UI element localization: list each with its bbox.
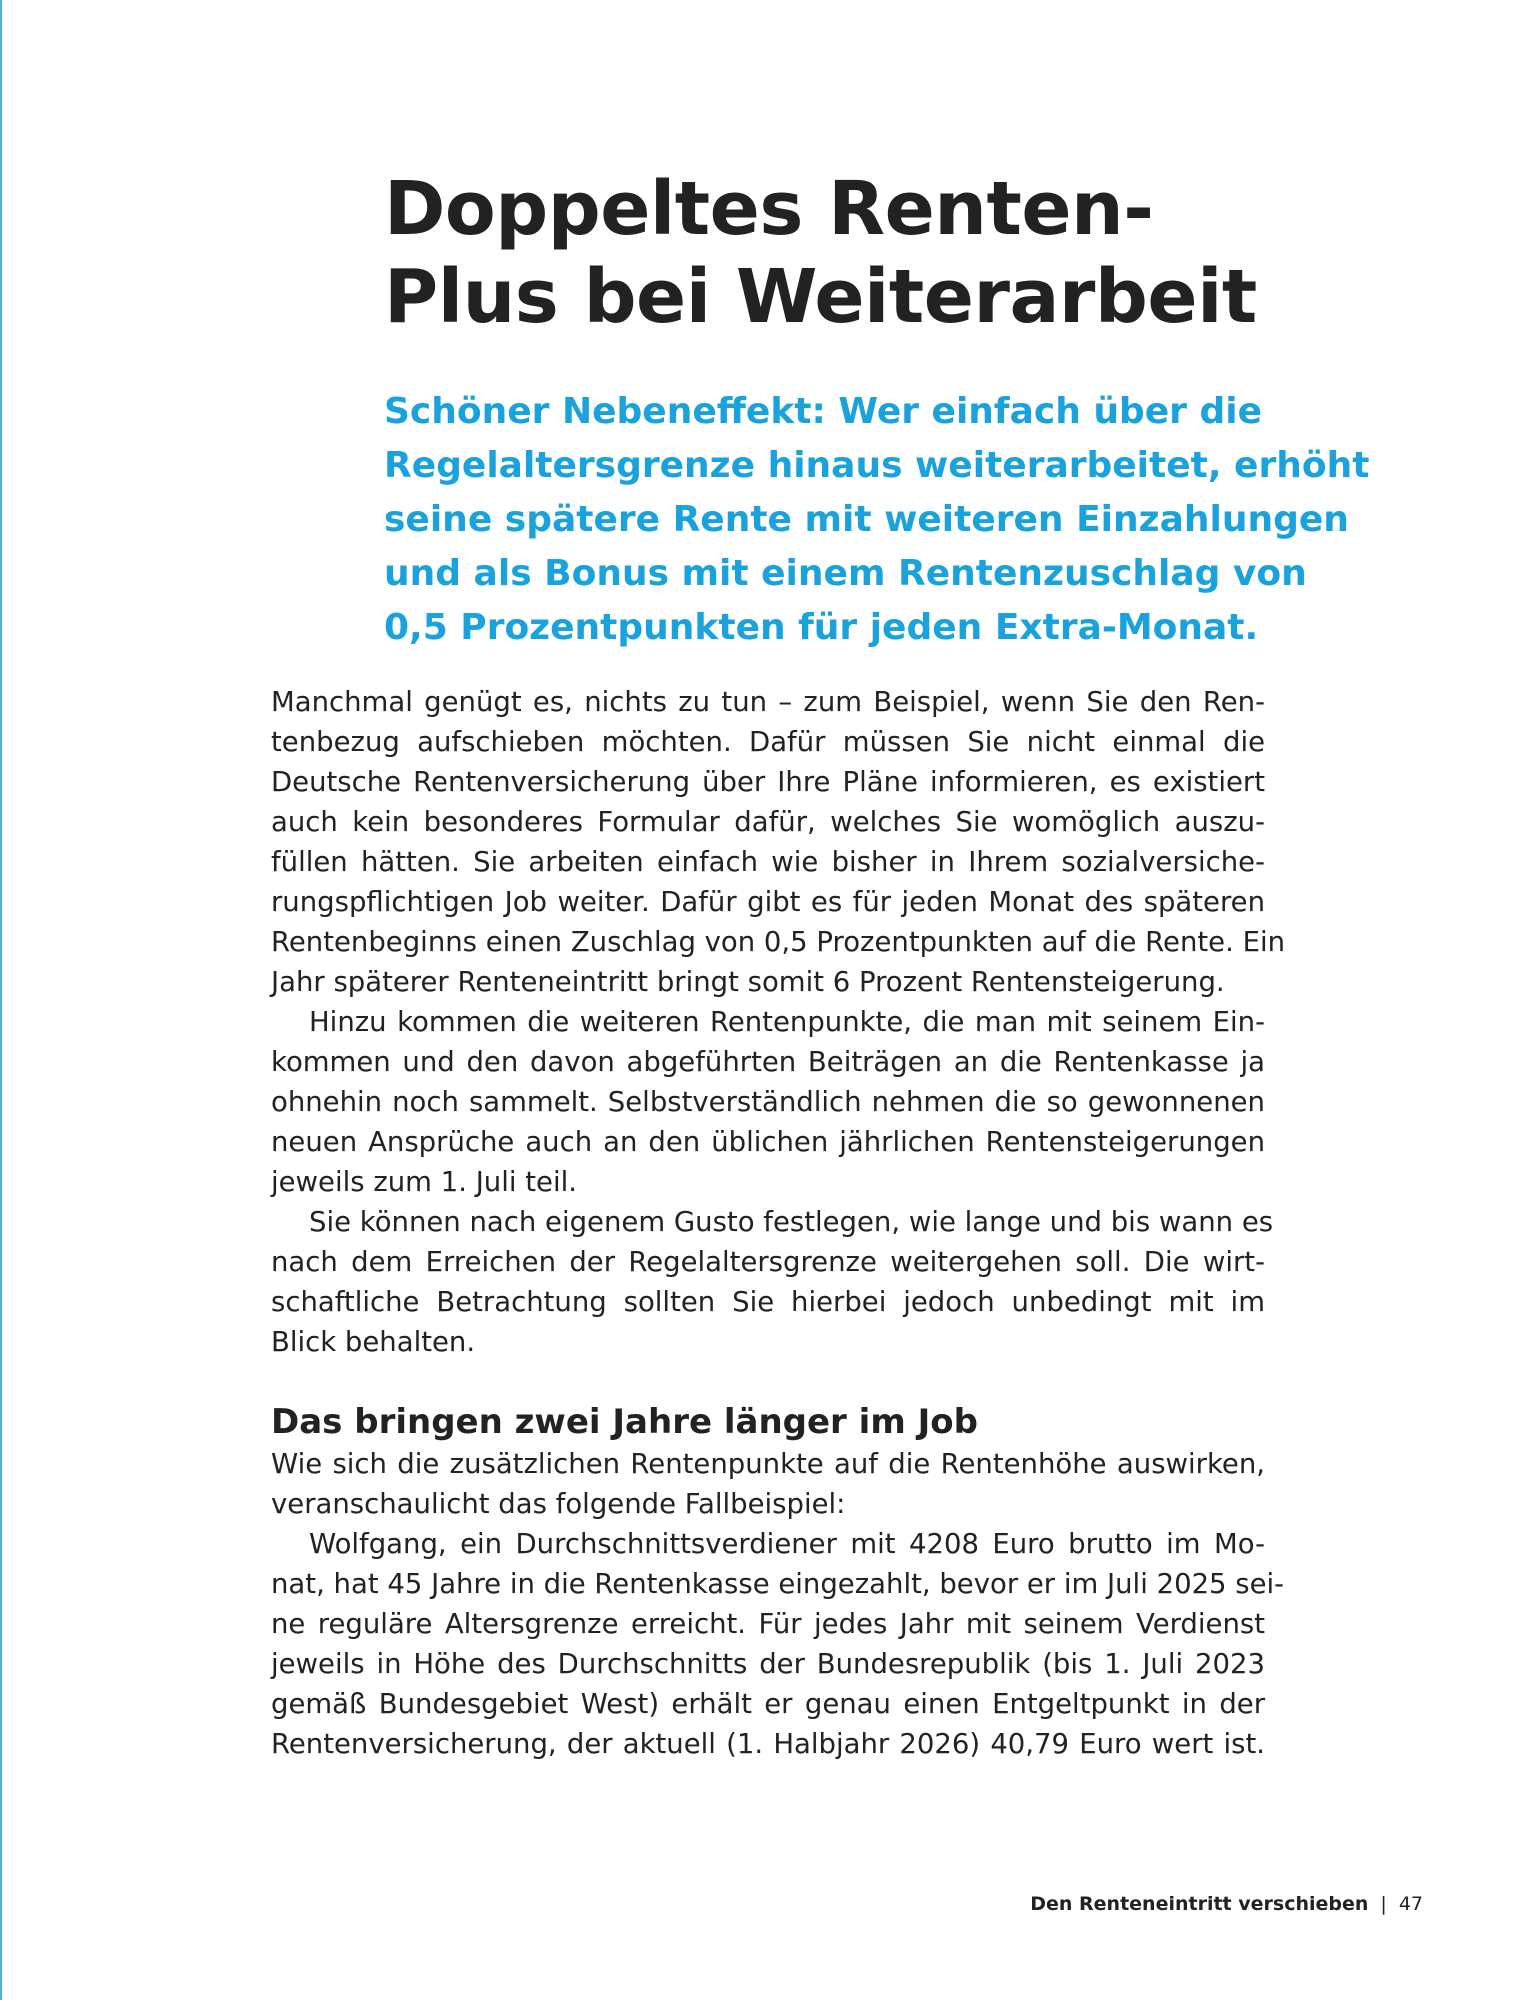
lead-line: seine spätere Rente mit weiteren Einzahlungen — [384, 499, 1349, 540]
body-line: jeweils zum 1. Juli teil. — [271, 1166, 577, 1198]
body-line: ohnehin noch sammelt. Selbstverständlich nehmen die so gewonnenen — [271, 1086, 1265, 1118]
title-line: Plus bei Weiterarbeit — [384, 254, 1257, 340]
body-line: Rentenversicherung, der aktuell (1. Halbjahr 2026) 40,79 Euro wert ist. — [271, 1728, 1265, 1760]
body-line: Blick behalten. — [271, 1326, 476, 1358]
body-line: nach dem Erreichen der Regelaltersgrenze weitergehen soll. Die wirt- — [271, 1246, 1265, 1278]
body-text-section-1 — [271, 682, 1286, 1362]
page-number: 47 — [1398, 1893, 1423, 1915]
body-line: veranschaulicht das folgende Fallbeispiel: — [271, 1488, 846, 1520]
lead-line: und als Bonus mit einem Rentenzuschlag von — [384, 553, 1307, 594]
body-line: auch kein besonderes Formular dafür, welches Sie womöglich auszu- — [271, 806, 1265, 838]
body-line: gemäß Bundesgebiet West) erhält er genau einen Entgeltpunkt in der — [271, 1688, 1265, 1720]
page-edge-line — [0, 0, 2, 2000]
body-line: tenbezug aufschieben möchten. Dafür müssen Sie nicht einmal die — [271, 726, 1265, 758]
body-line: rungspflichtigen Job weiter. Dafür gibt es für jeden Monat des späteren — [271, 886, 1265, 918]
body-line: Deutsche Rentenversicherung über Ihre Pläne informieren, es existiert — [271, 766, 1265, 798]
title-line: Doppeltes Renten- — [384, 166, 1154, 252]
body-line: Hinzu kommen die weiteren Rentenpunkte, die man mit seinem Ein- — [309, 1006, 1265, 1038]
page-footer — [1030, 1893, 1423, 1915]
body-line: Jahr späterer Renteneintritt bringt somit 6 Prozent Rentensteigerung. — [271, 966, 1225, 998]
body-line: Wie sich die zusätzlichen Rentenpunkte auf die Rentenhöhe auswirken, — [271, 1448, 1265, 1480]
lead-paragraph — [384, 385, 1370, 655]
body-line: neuen Ansprüche auch an den üblichen jährlichen Rentensteigerungen — [271, 1126, 1265, 1158]
lead-line: Regelaltersgrenze hinaus weiterarbeitet, erhöht — [384, 445, 1370, 486]
lead-line: Schöner Nebeneffekt: Wer einfach über die — [384, 391, 1262, 432]
lead-line: 0,5 Prozentpunkten für jeden Extra-Monat. — [384, 607, 1259, 648]
footer-chapter-title: Den Renteneintritt verschieben — [1030, 1893, 1369, 1915]
body-line: jeweils in Höhe des Durchschnitts der Bundesrepublik (bis 1. Juli 2023 — [271, 1648, 1265, 1680]
body-line: Rentenbeginns einen Zuschlag von 0,5 Prozentpunkten auf die Rente. Ein — [271, 926, 1286, 958]
section-heading: Das bringen zwei Jahre länger im Job — [271, 1402, 978, 1442]
body-line: füllen hätten. Sie arbeiten einfach wie bisher in Ihrem sozialversiche- — [271, 846, 1265, 878]
body-line: nat, hat 45 Jahre in die Rentenkasse eingezahlt, bevor er im Juli 2025 sei- — [271, 1568, 1285, 1600]
body-text-section-2 — [271, 1444, 1285, 1764]
body-line: schaftliche Betrachtung sollten Sie hierbei jedoch unbedingt mit im — [271, 1286, 1265, 1318]
body-line: ne reguläre Altersgrenze erreicht. Für jedes Jahr mit seinem Verdienst — [271, 1608, 1265, 1640]
body-line: Sie können nach eigenem Gusto festlegen, wie lange und bis wann es — [309, 1206, 1274, 1238]
body-line: kommen und den davon abgeführten Beiträgen an die Rentenkasse ja — [271, 1046, 1265, 1078]
page-title — [384, 165, 1384, 341]
footer-separator: | — [1380, 1893, 1387, 1915]
body-line: Wolfgang, ein Durchschnittsverdiener mit 4208 Euro brutto im Mo- — [309, 1528, 1265, 1560]
body-line: Manchmal genügt es, nichts zu tun – zum Beispiel, wenn Sie den Ren- — [271, 686, 1265, 718]
